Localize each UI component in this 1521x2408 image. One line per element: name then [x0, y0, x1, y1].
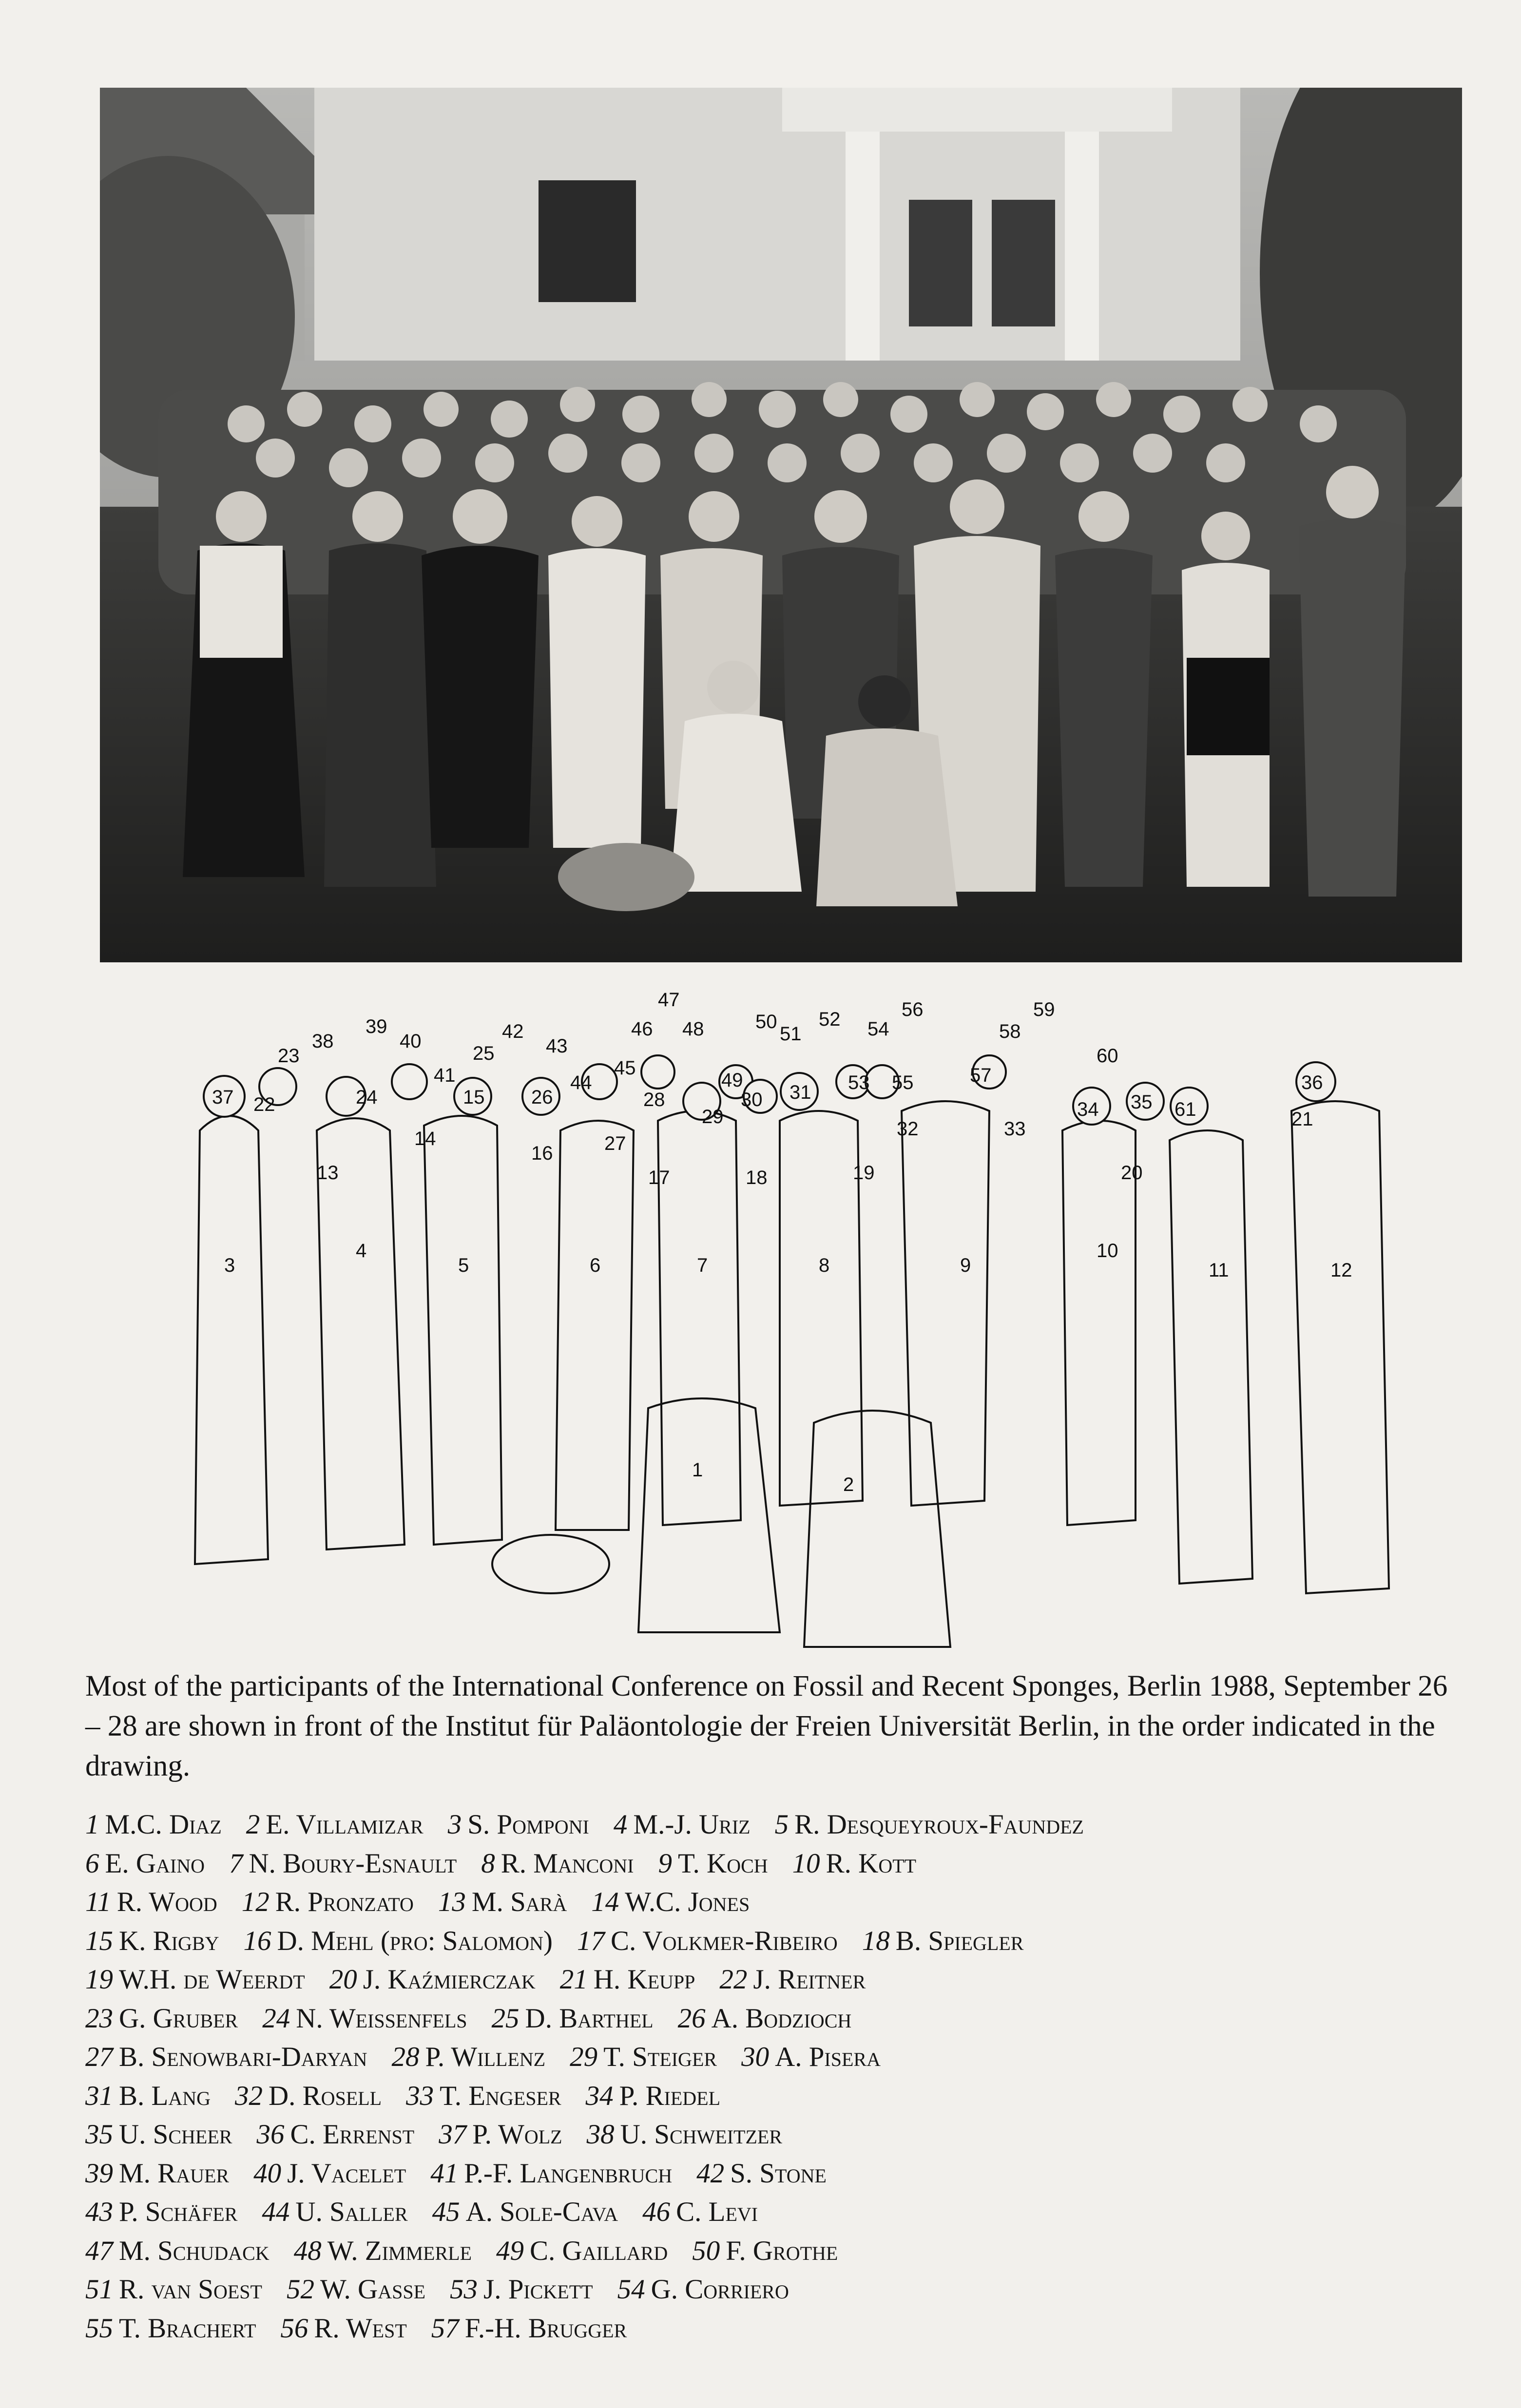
key-label-12: 12 [1330, 1260, 1352, 1281]
key-label-7: 7 [697, 1255, 708, 1276]
participant-name: J. Vacelet [287, 2158, 406, 2189]
participant-entry [586, 2077, 720, 2116]
participant-entry [242, 1883, 414, 1922]
participant-row [85, 1805, 1460, 1844]
key-label-13: 13 [317, 1162, 339, 1184]
participant-name: R. van Soest [119, 2274, 262, 2305]
participant-entry [85, 2270, 262, 2309]
participant-name: W.C. Jones [625, 1887, 750, 1917]
participant-name: T. Brachert [119, 2312, 256, 2344]
participant-name: F. Grothe [726, 2235, 838, 2266]
participant-number: 9 [658, 1848, 672, 1879]
key-label-16: 16 [531, 1143, 553, 1164]
key-label-40: 40 [400, 1031, 422, 1052]
key-label-53: 53 [848, 1072, 870, 1093]
participant-number: 10 [792, 1848, 820, 1879]
key-label-59: 59 [1033, 999, 1055, 1020]
key-label-30: 30 [741, 1089, 763, 1110]
participant-name: F.-H. Brugger [464, 2312, 627, 2344]
outline-8 [780, 1111, 863, 1506]
participant-number: 24 [262, 2003, 290, 2034]
participant-number: 55 [85, 2312, 113, 2344]
participant-name: R. West [314, 2312, 407, 2344]
participant-entry [256, 2115, 414, 2154]
key-label-54: 54 [867, 1018, 889, 1040]
participant-number: 48 [293, 2235, 322, 2266]
participant-number: 1 [85, 1809, 99, 1840]
participant-entry [481, 1844, 634, 1883]
key-label-22: 22 [253, 1094, 275, 1115]
participant-entry [85, 1883, 217, 1922]
participant-number: 34 [585, 2080, 614, 2111]
participant-number: 26 [677, 2003, 706, 2034]
participant-number: 22 [719, 1964, 748, 1995]
participant-name: K. Rigby [119, 1925, 219, 1956]
participant-entry [678, 1999, 852, 2038]
key-label-36: 36 [1301, 1072, 1323, 1093]
participant-name: S. Stone [730, 2158, 827, 2189]
participant-number: 49 [496, 2235, 524, 2266]
participant-name: M.C. Diaz [105, 1809, 222, 1840]
key-label-52: 52 [819, 1009, 841, 1030]
key-label-34: 34 [1077, 1099, 1099, 1120]
participant-entry [577, 1922, 838, 1961]
participant-number: 29 [570, 2042, 598, 2072]
outline-11 [1170, 1130, 1252, 1584]
participant-name: P. Willenz [425, 2042, 546, 2072]
participant-number: 32 [235, 2080, 263, 2111]
participant-entry [391, 2038, 545, 2077]
participant-entry [658, 1844, 768, 1883]
key-label-32: 32 [897, 1118, 919, 1140]
participant-number: 11 [85, 1887, 111, 1917]
participant-entry [85, 1999, 238, 2038]
participant-entry [253, 2154, 406, 2193]
participant-name: D. Mehl (pro: Salomon) [277, 1925, 553, 1956]
group-photograph [100, 88, 1462, 962]
participant-row [85, 2232, 1460, 2271]
participant-name: R. Wood [116, 1887, 217, 1917]
participant-row [85, 2077, 1460, 2116]
participant-name: N. Weissenfels [296, 2003, 467, 2034]
participant-number: 23 [85, 2003, 113, 2034]
participant-row [85, 2270, 1460, 2309]
participant-name: W. Gasse [320, 2274, 426, 2305]
participant-number: 12 [241, 1887, 270, 1917]
key-label-26: 26 [531, 1087, 553, 1108]
participant-number: 18 [862, 1925, 890, 1956]
participant-number: 43 [85, 2197, 113, 2227]
participant-entry [450, 2270, 593, 2309]
key-label-10: 10 [1097, 1240, 1118, 1261]
participant-number: 33 [406, 2080, 434, 2111]
key-label-23: 23 [278, 1045, 300, 1067]
key-label-8: 8 [819, 1255, 830, 1276]
key-label-49: 49 [721, 1070, 743, 1091]
key-label-41: 41 [434, 1065, 456, 1086]
participant-name: B. Spiegler [895, 1925, 1024, 1956]
participant-name: M.-J. Uriz [633, 1809, 751, 1840]
participant-name: C. Gaillard [530, 2235, 668, 2266]
participant-number: 53 [450, 2274, 478, 2305]
participant-name: J. Kaźmierczak [363, 1964, 536, 1995]
key-label-58: 58 [999, 1021, 1021, 1042]
participant-entry [85, 2077, 211, 2116]
key-label-47: 47 [658, 989, 680, 1011]
outline-6 [556, 1121, 634, 1530]
participant-row [85, 1922, 1460, 1961]
participant-row [85, 2115, 1460, 2154]
participant-number: 40 [253, 2158, 282, 2189]
participant-entry [560, 1960, 695, 1999]
figure-caption: Most of the participants of the International Conference on Fossil and Recent Sponges, Berlin 1988, September 26 – 28 are shown in front of the Institut für Paläontologie der Freien Universität Berlin, in the order indicated in the drawing. [85, 1670, 1448, 1782]
participant-entry [792, 1844, 916, 1883]
participant-entry [85, 2154, 229, 2193]
key-label-17: 17 [648, 1167, 670, 1188]
participant-name: G. Gruber [119, 2003, 238, 2034]
photo-illustration [100, 88, 1462, 962]
participant-name: A. Bodzioch [711, 2003, 852, 2034]
participant-entry [287, 2270, 425, 2309]
key-label-2: 2 [843, 1474, 854, 1495]
participant-name: T. Steiger [603, 2042, 717, 2072]
key-label-14: 14 [414, 1128, 436, 1149]
participant-row [85, 1883, 1460, 1922]
participant-name: P. Wolz [472, 2119, 562, 2150]
participant-number: 13 [438, 1887, 466, 1917]
outline-9 [902, 1101, 989, 1506]
key-label-24: 24 [356, 1087, 378, 1108]
participant-entry [430, 2154, 672, 2193]
key-label-56: 56 [902, 999, 924, 1020]
participant-name: M. Schudack [119, 2235, 270, 2266]
key-label-51: 51 [780, 1023, 802, 1045]
participant-row [85, 1999, 1460, 2038]
participant-number: 2 [246, 1809, 260, 1840]
participant-name: T. Engeser [440, 2080, 561, 2111]
participant-number: 31 [85, 2080, 113, 2111]
key-label-9: 9 [960, 1255, 971, 1276]
participant-entry [229, 1844, 457, 1883]
outline-1 [638, 1398, 780, 1632]
participant-entry [438, 1883, 567, 1922]
key-label-61: 61 [1174, 1099, 1196, 1120]
key-label-42: 42 [502, 1021, 524, 1042]
participant-number: 16 [243, 1925, 271, 1956]
participant-number: 37 [439, 2119, 467, 2150]
outline-5 [424, 1116, 502, 1545]
participant-entry [280, 2309, 406, 2348]
participant-number: 56 [280, 2312, 308, 2344]
participant-entry [262, 2193, 407, 2232]
participant-number: 20 [329, 1964, 357, 1995]
participant-name: P.-F. Langenbruch [464, 2158, 673, 2189]
participant-number: 8 [481, 1848, 495, 1879]
participant-number: 21 [559, 1964, 588, 1995]
participant-number: 54 [617, 2274, 645, 2305]
key-drawing [73, 984, 1462, 1657]
key-label-25: 25 [473, 1043, 495, 1064]
participant-entry [85, 2232, 270, 2271]
participant-name: D. Rosell [269, 2080, 382, 2111]
key-label-60: 60 [1097, 1045, 1118, 1067]
participant-entry [432, 2193, 618, 2232]
participant-number: 57 [431, 2312, 459, 2344]
key-label-28: 28 [643, 1089, 665, 1110]
participant-name: C. Errenst [290, 2119, 415, 2150]
participant-entry [696, 2154, 827, 2193]
participant-entry [85, 2115, 232, 2154]
participant-number: 14 [591, 1887, 619, 1917]
participant-name: E. Gaino [105, 1848, 205, 1879]
participant-entry [614, 1805, 751, 1844]
key-label-46: 46 [631, 1018, 653, 1040]
key-label-21: 21 [1291, 1108, 1313, 1130]
participant-number: 25 [491, 2003, 520, 2034]
participant-row [85, 1844, 1460, 1883]
participant-entry [85, 1844, 205, 1883]
participant-number: 6 [85, 1848, 99, 1879]
participant-entry [246, 1805, 424, 1844]
participant-number: 50 [692, 2235, 720, 2266]
participant-name: P. Schäfer [119, 2197, 238, 2227]
participant-entry [85, 2309, 256, 2348]
participant-number: 5 [774, 1809, 789, 1840]
participant-name: B. Senowbari-Daryan [119, 2042, 367, 2072]
participant-number: 3 [447, 1809, 462, 1840]
participant-entry [775, 1805, 1084, 1844]
key-label-31: 31 [789, 1082, 811, 1103]
participant-number: 38 [586, 2119, 615, 2150]
participant-number: 17 [577, 1925, 605, 1956]
participant-number: 28 [391, 2042, 420, 2072]
participant-name: G. Corriero [651, 2274, 789, 2305]
outline-3 [195, 1116, 268, 1564]
participant-number: 41 [430, 2158, 459, 2189]
key-label-29: 29 [702, 1106, 724, 1128]
participant-number: 15 [85, 1925, 113, 1956]
key-label-50: 50 [755, 1011, 777, 1032]
key-label-33: 33 [1004, 1118, 1026, 1140]
key-label-44: 44 [570, 1072, 592, 1093]
key-label-20: 20 [1121, 1162, 1143, 1184]
participant-entry [235, 2077, 382, 2116]
participant-entry [570, 2038, 717, 2077]
participant-entry [329, 1960, 536, 1999]
participant-number: 46 [642, 2197, 671, 2227]
key-label-39: 39 [366, 1016, 387, 1037]
key-label-43: 43 [546, 1035, 568, 1057]
participant-number: 47 [85, 2235, 113, 2266]
key-label-27: 27 [604, 1133, 626, 1154]
key-label-5: 5 [458, 1255, 469, 1276]
participant-name: J. Pickett [483, 2274, 593, 2305]
participant-row [85, 2038, 1460, 2077]
participant-list [85, 1805, 1460, 2348]
participant-number: 4 [613, 1809, 628, 1840]
participant-number: 45 [432, 2197, 460, 2227]
outline-12 [1291, 1101, 1389, 1593]
participant-name: P. Riedel [619, 2080, 721, 2111]
outline-2 [804, 1411, 950, 1647]
participant-name: C. Levi [676, 2197, 758, 2227]
participant-name: D. Barthel [525, 2003, 654, 2034]
participant-name: W. Zimmerle [327, 2235, 472, 2266]
participant-name: M. Sarà [471, 1887, 567, 1917]
participant-entry [719, 1960, 866, 1999]
participant-name: T. Koch [677, 1848, 768, 1879]
participant-entry [591, 1883, 750, 1922]
participant-name: R. Manconi [501, 1848, 634, 1879]
participant-name: H. Keupp [593, 1964, 695, 1995]
key-label-15: 15 [463, 1087, 485, 1108]
participant-entry [85, 2193, 237, 2232]
participant-entry [85, 2038, 367, 2077]
participant-number: 30 [741, 2042, 770, 2072]
participant-name: W.H. de Weerdt [119, 1964, 305, 1995]
key-label-6: 6 [590, 1255, 601, 1276]
participant-number: 39 [85, 2158, 113, 2189]
participant-entry [262, 1999, 467, 2038]
key-label-11: 11 [1209, 1260, 1229, 1281]
participant-entry [862, 1922, 1024, 1961]
participant-entry [406, 2077, 561, 2116]
participant-name: U. Scheer [119, 2119, 232, 2150]
participant-name: J. Reitner [753, 1964, 866, 1995]
key-label-48: 48 [682, 1018, 704, 1040]
participant-name: R. Desqueyroux-Faundez [794, 1809, 1084, 1840]
participant-entry [617, 2270, 789, 2309]
key-label-18: 18 [746, 1167, 768, 1188]
participant-row [85, 2309, 1460, 2348]
participant-number: 44 [262, 2197, 290, 2227]
participant-name: U. Saller [295, 2197, 408, 2227]
participant-number: 7 [229, 1848, 243, 1879]
participant-entry [692, 2232, 838, 2271]
key-label-3: 3 [224, 1255, 235, 1276]
participant-entry [496, 2232, 668, 2271]
participant-entry [642, 2193, 758, 2232]
key-label-38: 38 [312, 1031, 334, 1052]
participant-number: 42 [696, 2158, 725, 2189]
participant-name: R. Kott [826, 1848, 917, 1879]
participant-name: U. Schweitzer [620, 2119, 783, 2150]
key-label-1: 1 [692, 1459, 703, 1481]
participant-number: 51 [85, 2274, 113, 2305]
participant-entry [431, 2309, 627, 2348]
participant-entry [587, 2115, 782, 2154]
key-label-37: 37 [212, 1087, 234, 1108]
participant-entry [448, 1805, 589, 1844]
key-label-55: 55 [892, 1072, 914, 1093]
key-label-19: 19 [853, 1162, 875, 1184]
participant-name: R. Pronzato [275, 1887, 414, 1917]
key-label-35: 35 [1131, 1091, 1153, 1113]
participant-row [85, 2193, 1460, 2232]
participant-number: 35 [85, 2119, 113, 2150]
participant-entry [243, 1922, 552, 1961]
participant-entry [294, 2232, 472, 2271]
participant-name: N. Boury-Esnault [249, 1848, 457, 1879]
participant-name: S. Pomponi [467, 1809, 589, 1840]
participant-entry [439, 2115, 562, 2154]
participant-entry [741, 2038, 881, 2077]
participant-name: C. Volkmer-Ribeiro [610, 1925, 838, 1956]
participant-number: 19 [85, 1964, 113, 1995]
participant-name: E. Villamizar [266, 1809, 424, 1840]
participant-entry [85, 1922, 219, 1961]
key-label-57: 57 [970, 1065, 992, 1086]
participant-number: 36 [256, 2119, 285, 2150]
participant-name: B. Lang [119, 2080, 211, 2111]
participant-entry [85, 1960, 305, 1999]
participant-number: 27 [85, 2042, 113, 2072]
participant-entry [85, 1805, 222, 1844]
participant-entry [492, 1999, 654, 2038]
participant-name: A. Pisera [775, 2042, 881, 2072]
participant-row [85, 1960, 1460, 1999]
participant-name: M. Rauer [119, 2158, 230, 2189]
key-label-4: 4 [356, 1240, 367, 1261]
key-label-45: 45 [614, 1057, 636, 1079]
participant-row [85, 2154, 1460, 2193]
participant-number: 52 [286, 2274, 314, 2305]
participant-name: A. Sole-Cava [465, 2197, 618, 2227]
